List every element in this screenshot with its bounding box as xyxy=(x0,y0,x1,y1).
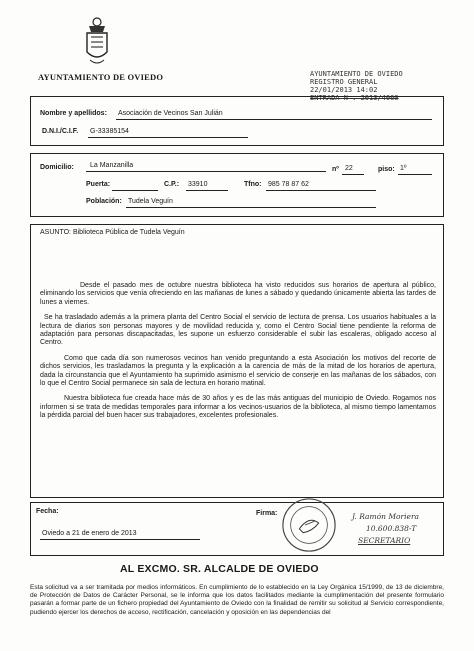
fecha-label: Fecha: xyxy=(36,508,59,515)
piso-field[interactable]: 1º xyxy=(400,165,407,172)
name-underline xyxy=(116,119,432,120)
fecha-underline xyxy=(40,539,200,540)
applicant-box xyxy=(30,96,444,146)
signature-handwritten-id: 10.600.838-T xyxy=(366,524,417,533)
organization-name: AYUNTAMIENTO DE OVIEDO xyxy=(38,72,164,82)
signature-handwritten-name: J. Ramón Moriera xyxy=(352,512,419,521)
numero-label: nº xyxy=(332,166,339,173)
name-field[interactable]: Asociación de Vecinos San Julián xyxy=(118,110,223,117)
poblacion-label: Población: xyxy=(86,198,122,205)
coat-of-arms-icon xyxy=(80,16,114,68)
cp-underline xyxy=(186,190,228,191)
asunto-paragraph: Nuestra biblioteca fue creada hace más de 30 años y es de las más antiguas del municipio de Oviedo. Rogamos nos informen si se trata de medidas temporales para informar a los vecinos-usuarios de la biblioteca, al mismo tiempo lamentamos la pérdida parcial del buen hacer sus trabajadores, excelentes profesionales. xyxy=(40,395,436,420)
numero-field[interactable]: 22 xyxy=(345,165,353,172)
poblacion-field[interactable]: Tudela Veguín xyxy=(128,198,173,205)
stamp-line: REGISTRO GENERAL xyxy=(310,78,378,86)
asunto-body xyxy=(40,282,436,428)
domicilio-label: Domicilio: xyxy=(40,164,74,171)
asunto-paragraph: Como que cada día son numerosos vecinos han venido preguntando a esta Asociación los motivos del recorte de dichos servicios, les trasladamos la pregunta y la explicación a la carencia de más de la mitad de los horarios de apertura, dada la circunstancia que el Ayuntamiento ha suprimido asimismo el servicio de conserje en las mañanas de los sábados, con lo que el Centro Social permanece sin sala de lectura en horario matinal. xyxy=(40,354,436,388)
firma-label: Firma: xyxy=(256,510,278,517)
numero-underline xyxy=(342,174,364,175)
asunto-subject: Biblioteca Pública de Tudela Veguín xyxy=(72,229,185,236)
domicilio-field[interactable]: La Manzanilla xyxy=(90,162,134,169)
puerta-label: Puerta: xyxy=(86,181,111,188)
data-protection-note: Esta solicitud va a ser tramitada por medios informáticos. En cumplimiento de lo establecido en la Ley Orgánica 15/1999, de 13 de diciembre, de Protección de Datos de Carácter Personal, se le informa que los datos facilitados mediante la cumplimentación del presente formulario pasarán a formar parte de un fichero propiedad del Ayuntamiento de Oviedo con la finalidad de remitir su solicitud al Servicio correspondiente, pudiendo ejercer los derechos de acceso, rectificación, cancelación y oposición en las dependencias del xyxy=(30,584,444,616)
piso-label: piso: xyxy=(378,166,395,173)
tfno-label: Tfno: xyxy=(244,181,262,188)
association-seal-icon xyxy=(280,496,338,554)
piso-underline xyxy=(398,174,432,175)
fecha-field[interactable]: Oviedo a 21 de enero de 2013 xyxy=(42,530,137,537)
id-underline xyxy=(88,137,248,138)
id-field[interactable]: G-33385154 xyxy=(90,128,129,135)
asunto-label: ASUNTO: xyxy=(40,229,71,236)
asunto-paragraph: Desde el pasado mes de octubre nuestra biblioteca ha visto reducidos sus horarios de apertura al público, eliminando los servicios que venía ofreciendo en las mañanas de lunes a sábado y quedando únicamente abierta las tardes de lunes a viernes. xyxy=(40,282,436,306)
cp-label: C.P.: xyxy=(164,181,180,188)
asunto-heading xyxy=(40,229,185,236)
stamp-line: AYUNTAMIENTO DE OVIEDO xyxy=(310,70,403,78)
domicilio-underline xyxy=(86,171,326,172)
asunto-paragraph: Se ha trasladado además a la primera planta del Centro Social el servicio de lectura de prensa. Los usuarios habituales a la lectura de diarios son personas mayores y de movilidad reducida y, como el Centro Social tiene pendiente la reforma de adaptación para personas discapacitadas, les supone un esfuerzo considerable el subir las escaleras, obligado acceso al Centro. xyxy=(40,314,436,347)
signature-handwritten-role: SECRETARIO xyxy=(358,536,411,545)
addressee-title: AL EXCMO. SR. ALCALDE DE OVIEDO xyxy=(120,563,319,575)
tfno-field[interactable]: 985 78 87 62 xyxy=(268,181,309,188)
name-label: Nombre y apellidos: xyxy=(40,110,107,117)
puerta-underline xyxy=(112,190,158,191)
poblacion-underline xyxy=(126,207,376,208)
tfno-underline xyxy=(266,190,376,191)
stamp-line: 22/01/2013 14:02 xyxy=(310,86,378,94)
stamp-line: ENTRADA N . 2013/4060 xyxy=(310,94,399,102)
cp-field[interactable]: 33910 xyxy=(188,181,208,188)
id-label: D.N.I./C.I.F. xyxy=(42,128,79,135)
